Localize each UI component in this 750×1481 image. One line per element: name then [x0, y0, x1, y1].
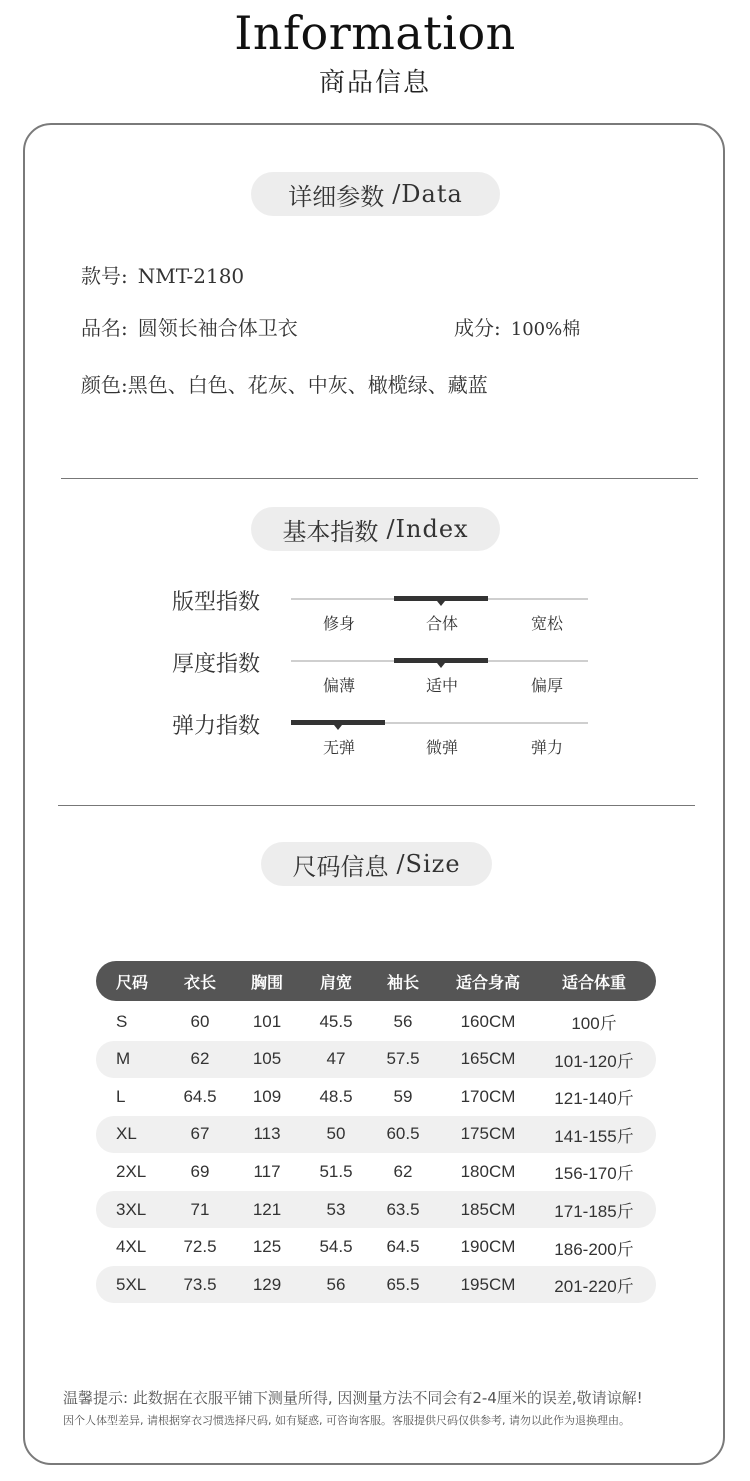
size-title-en: /Size [396, 850, 461, 878]
style-number [81, 260, 244, 289]
size-table-cell: 62 [393, 1161, 413, 1181]
size-table-cell: 47 [326, 1049, 346, 1069]
product-name-value: 圆领长袖合体卫衣 [137, 316, 298, 340]
size-table-cell: 156-170斤 [554, 1164, 634, 1184]
sizing-disclaimer: 因个人体型差异, 请根据穿衣习惯选择尺码, 如有疑惑, 可咨询客服。客服提供尺码仅供参考, 请勿以此作为退换理由。 [63, 1414, 630, 1427]
index-title-cn: 基本指数 [282, 517, 379, 546]
size-table-cell: 109 [252, 1086, 282, 1106]
size-table-cell: 100斤 [571, 1014, 617, 1033]
size-table-cell: 185CM [460, 1199, 516, 1219]
material [454, 312, 580, 341]
size-table-cell: 180CM [460, 1161, 516, 1181]
size-section-title [261, 842, 492, 886]
size-table-cell: 190CM [460, 1237, 516, 1257]
size-table-row [96, 1003, 656, 1040]
size-table-cell: 54.5 [319, 1237, 353, 1257]
index-option: 偏薄 [322, 676, 355, 695]
size-table-cell: 50 [326, 1124, 346, 1144]
index-label: 弹力指数 [172, 714, 261, 739]
size-table-cell: 117 [253, 1161, 281, 1181]
size-table-cell: 59 [393, 1086, 413, 1106]
size-table-cell: 4XL [116, 1237, 147, 1257]
size-table-cell: 62 [190, 1049, 210, 1069]
size-table-cell: 5XL [116, 1274, 147, 1294]
size-table-cell: 121-140斤 [554, 1089, 634, 1109]
style-number-label: 款号: [81, 264, 128, 288]
data-title-en: /Data [392, 180, 463, 208]
size-table-cell: 63.5 [386, 1199, 420, 1219]
size-table-cell: 170CM [460, 1086, 516, 1106]
size-table-cell: L [116, 1086, 126, 1106]
index-option: 宽松 [530, 614, 563, 633]
product-name [81, 312, 298, 341]
size-table-cell: 64.5 [386, 1237, 420, 1257]
colors-value: 黑色、白色、花灰、中灰、橄榄绿、藏蓝 [127, 373, 488, 397]
size-table-row [96, 1266, 656, 1303]
size-title-cn: 尺码信息 [292, 852, 389, 881]
size-table-cell: 165CM [460, 1049, 516, 1069]
size-table-header-cell: 尺码 [116, 974, 149, 992]
index-section-title [251, 507, 500, 551]
size-table-cell: 56 [393, 1011, 413, 1031]
index-option: 弹力 [530, 738, 563, 757]
section-divider [61, 478, 698, 479]
material-label: 成分: [454, 316, 501, 340]
data-title-cn: 详细参数 [288, 182, 385, 211]
page-title: Information [234, 6, 516, 60]
size-table-cell: 171-185斤 [554, 1202, 634, 1221]
size-table-cell: M [116, 1049, 131, 1069]
size-table-cell: 67 [190, 1124, 210, 1144]
size-table-cell: 56 [326, 1274, 346, 1294]
index-option: 合体 [425, 614, 458, 633]
size-table-cell: 65.5 [386, 1274, 420, 1294]
size-table-cell: 72.5 [183, 1237, 217, 1257]
size-table-header-cell: 袖长 [386, 974, 419, 992]
size-table-cell: 101-120斤 [554, 1051, 634, 1071]
size-table-cell: 141-155斤 [554, 1126, 634, 1146]
index-pointer-icon [437, 663, 445, 668]
size-table-cell: 64.5 [183, 1086, 217, 1106]
size-table-cell: 2XL [116, 1161, 147, 1181]
size-table-header [96, 961, 656, 1001]
size-table-cell: 69 [190, 1161, 210, 1181]
index-title-en: /Index [386, 515, 469, 543]
size-table-cell: 71 [190, 1199, 210, 1219]
index-option: 微弹 [425, 738, 458, 757]
size-table-cell: 175CM [460, 1124, 516, 1144]
size-table-cell: 195CM [460, 1274, 516, 1294]
size-table-cell: 3XL [116, 1199, 147, 1219]
size-table-row [96, 1041, 656, 1078]
size-table-cell: 73.5 [183, 1274, 217, 1294]
size-table-cell: 121 [252, 1199, 282, 1219]
size-table-header-cell: 肩宽 [319, 974, 352, 992]
size-table-row [96, 1153, 656, 1190]
size-table-header-cell: 适合体重 [561, 974, 626, 992]
size-table-row [96, 1191, 656, 1228]
colors [81, 369, 488, 398]
size-table-cell: 45.5 [319, 1011, 353, 1031]
index-pointer-icon [437, 601, 445, 606]
index-option: 无弹 [322, 738, 355, 757]
size-table-cell: 53 [326, 1199, 346, 1219]
size-table-cell: 60 [190, 1011, 210, 1031]
index-pointer-icon [334, 725, 342, 730]
size-table-cell: 105 [252, 1049, 282, 1069]
colors-label: 颜色: [81, 373, 128, 397]
size-table-row [96, 1116, 656, 1153]
size-table-cell: 186-200斤 [554, 1239, 634, 1259]
size-table-cell: XL [116, 1124, 137, 1144]
index-option: 修身 [322, 614, 355, 633]
material-value: 100%棉 [510, 319, 581, 340]
section-divider [58, 805, 695, 806]
measurement-note: 温馨提示: 此数据在衣服平铺下测量所得, 因测量方法不同会有2-4厘米的误差,敬请谅解! [63, 1389, 643, 1407]
size-table-cell: 201-220斤 [554, 1277, 634, 1297]
size-table-cell: 57.5 [386, 1049, 420, 1069]
size-table-cell: 101 [252, 1011, 282, 1031]
style-number-value: NMT-2180 [137, 264, 245, 288]
index-label: 版型指数 [172, 590, 261, 615]
size-table-cell: 113 [253, 1124, 281, 1144]
size-table-cell: 60.5 [386, 1124, 420, 1144]
size-table-row [96, 1078, 656, 1115]
data-section-title [251, 172, 500, 216]
size-table-row [96, 1229, 656, 1266]
index-option: 偏厚 [530, 676, 563, 695]
size-table-header-cell: 衣长 [183, 974, 216, 992]
size-table-cell: 125 [252, 1237, 282, 1257]
size-table-cell: S [116, 1011, 128, 1031]
index-label: 厚度指数 [172, 652, 261, 677]
product-name-label: 品名: [81, 316, 128, 340]
size-table-cell: 129 [252, 1274, 282, 1294]
size-table-header-cell: 适合身高 [455, 974, 520, 992]
size-table-cell: 160CM [460, 1011, 516, 1031]
size-table-cell: 51.5 [319, 1161, 353, 1181]
index-option: 适中 [425, 676, 458, 695]
size-table-header-cell: 胸围 [250, 974, 283, 992]
size-table-cell: 48.5 [319, 1086, 353, 1106]
page-subtitle: 商品信息 [318, 68, 431, 98]
